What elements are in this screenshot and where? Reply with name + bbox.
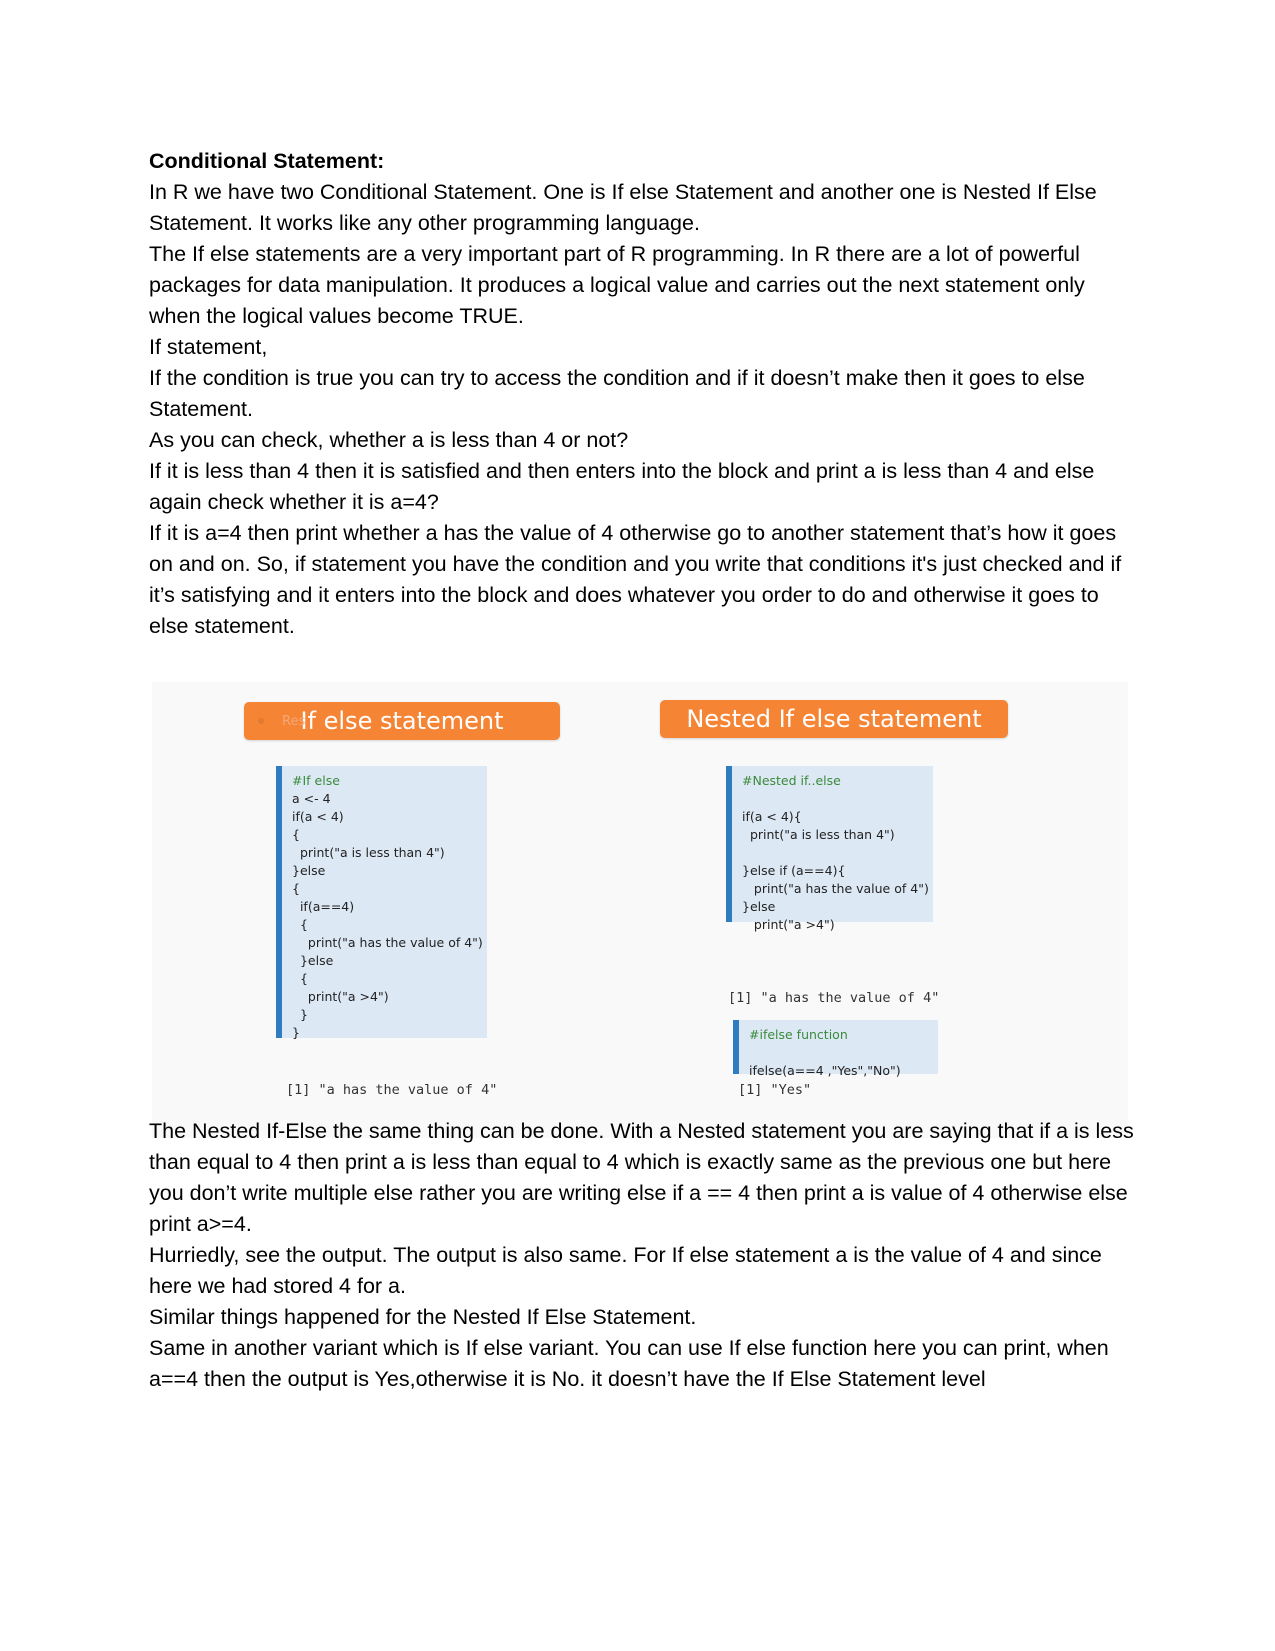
code-line: ifelse(a==4 ,"Yes","No") bbox=[749, 1063, 901, 1078]
code-line: { bbox=[292, 881, 300, 896]
code-line: { bbox=[292, 917, 308, 932]
code-line: print("a is less than 4") bbox=[292, 845, 445, 860]
code-line: }else bbox=[292, 953, 334, 968]
if-else-banner bbox=[244, 702, 560, 740]
ifelse-function-code-block bbox=[733, 1020, 938, 1078]
code-line: a <- 4 bbox=[292, 791, 331, 806]
ifelse-output: [1] "Yes" bbox=[738, 1082, 812, 1098]
paragraph: In R we have two Conditional Statement. One is If else Statement and another one is Nested If Else Statement. It works like any other programming language. bbox=[149, 180, 1097, 235]
code-line: }else bbox=[742, 899, 776, 914]
paragraph: If the condition is true you can try to access the condition and if it doesn’t make then it goes to else Statement. bbox=[149, 366, 1085, 421]
paragraph: The Nested If-Else the same thing can be done. With a Nested statement you are saying that if a is less than equal to 4 then print a is less than equal to 4 which is exactly same as the previous one but here you don’t write multiple else rather you are writing else if a == 4 then print a is value of 4 otherwise else print a>=4. bbox=[149, 1119, 1134, 1236]
code-line bbox=[742, 790, 933, 808]
code-line: print("a >4") bbox=[292, 989, 389, 1004]
nested-if-else-code-block bbox=[726, 766, 933, 932]
code-line: if(a==4) bbox=[292, 899, 355, 914]
paragraph: Hurriedly, see the output. The output is also same. For If else statement a is the value of 4 and since here we had stored 4 for a. bbox=[149, 1243, 1102, 1298]
paragraph: If it is a=4 then print whether a has the value of 4 otherwise go to another statement that’s how it goes on and on. So, if statement you have the condition and you write that conditions it's just checked and if it’s satisfying and it enters into the block and does whatever you order to do and otherwise it goes to else statement. bbox=[149, 521, 1122, 638]
if-else-output: [1] "a has the value of 4" bbox=[286, 1082, 498, 1098]
code-line: }else bbox=[292, 863, 326, 878]
banner-title: Nested If else statement bbox=[686, 705, 982, 733]
document-body-continued bbox=[149, 1116, 1134, 1395]
code-line: } bbox=[292, 1025, 300, 1040]
code-line: print("a has the value of 4") bbox=[292, 935, 483, 950]
bullet-icon bbox=[258, 718, 264, 724]
code-line bbox=[749, 1044, 938, 1062]
code-line: #ifelse function bbox=[749, 1027, 848, 1042]
code-line: { bbox=[292, 971, 308, 986]
code-line: print("a has the value of 4") bbox=[742, 881, 929, 896]
nested-if-else-output: [1] "a has the value of 4" bbox=[728, 990, 940, 1006]
code-comparison-figure bbox=[152, 682, 1128, 1138]
section-heading: Conditional Statement: bbox=[149, 149, 385, 173]
code-line: } bbox=[292, 1007, 308, 1022]
nested-if-else-banner bbox=[660, 700, 1008, 738]
paragraph: The If else statements are a very important part of R programming. In R there are a lot of powerful packages for data manipulation. It produces a logical value and carries out the next statement only when the logical values become TRUE. bbox=[149, 242, 1085, 328]
code-line: { bbox=[292, 827, 300, 842]
code-line: #Nested if..else bbox=[742, 773, 841, 788]
code-line: print("a >4") bbox=[742, 917, 835, 932]
paragraph: As you can check, whether a is less than 4 or not? bbox=[149, 428, 629, 452]
paragraph: If statement, bbox=[149, 335, 268, 359]
code-line: print("a is less than 4") bbox=[742, 827, 895, 842]
if-else-code-block bbox=[276, 766, 487, 1038]
code-line bbox=[742, 844, 933, 862]
paragraph: Same in another variant which is If else variant. You can use If else function here you can print, when a==4 then the output is Yes,otherwise it is No. it doesn’t have the If Else Statement level bbox=[149, 1336, 1109, 1391]
code-line: if(a < 4){ bbox=[742, 809, 802, 824]
paragraph: If it is less than 4 then it is satisfied and then enters into the block and print a is less than 4 and else again check whether it is a=4? bbox=[149, 459, 1095, 514]
document-body bbox=[149, 146, 1134, 642]
banner-title: If else statement bbox=[300, 707, 504, 735]
banner-ghost-text: Res bbox=[282, 714, 306, 729]
code-line: }else if (a==4){ bbox=[742, 863, 846, 878]
code-line: if(a < 4) bbox=[292, 809, 344, 824]
code-line: #If else bbox=[292, 773, 340, 788]
paragraph: Similar things happened for the Nested If Else Statement. bbox=[149, 1305, 697, 1329]
